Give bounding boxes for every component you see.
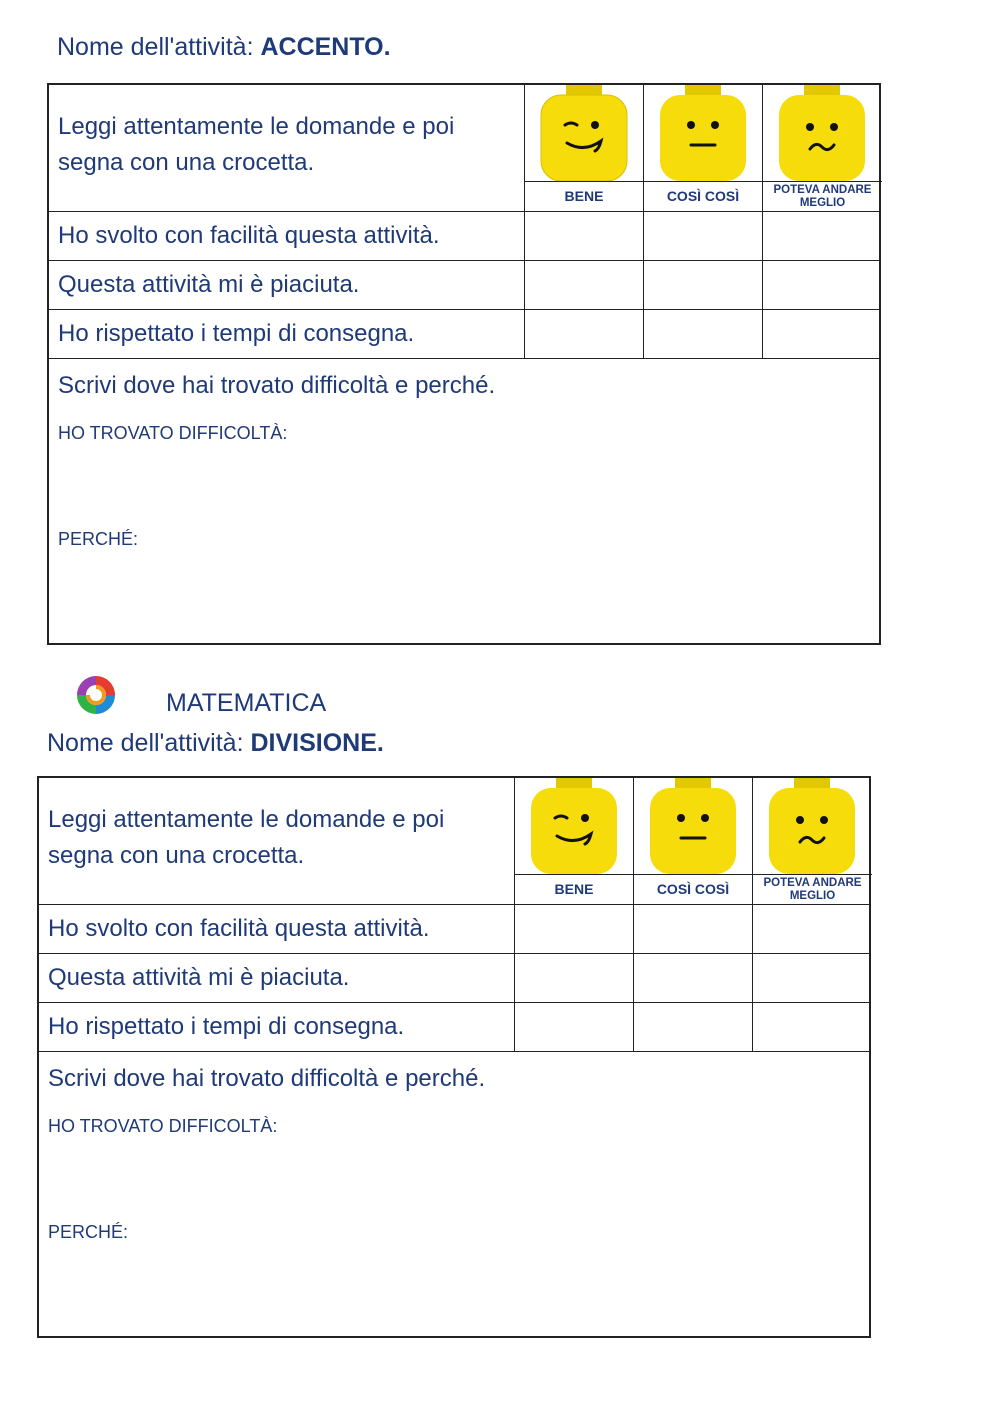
checkbox-cell-good[interactable]	[525, 310, 644, 358]
question-row	[49, 261, 879, 310]
checkbox-cell-so-so[interactable]	[634, 905, 753, 953]
header-row	[39, 778, 869, 905]
evaluation-table-2	[37, 776, 871, 1338]
instruction-line1: Leggi attentamente le domande e poi	[48, 806, 445, 833]
header-row	[49, 85, 879, 212]
rating-label-so-so: COSÌ COSÌ	[666, 188, 740, 204]
activity-title-1	[57, 33, 391, 62]
checkbox-cell-could-be-better[interactable]	[763, 212, 882, 260]
checkbox-cell-so-so[interactable]	[644, 212, 763, 260]
checkbox-cell-so-so[interactable]	[634, 954, 753, 1002]
instruction-line2: segna con una crocetta.	[58, 149, 315, 176]
difficulty-label: HO TROVATO DIFFICOLTÀ:	[48, 1116, 278, 1136]
checkbox-cell-could-be-better[interactable]	[753, 905, 872, 953]
rating-header-so-so	[644, 85, 763, 211]
checkbox-cell-good[interactable]	[525, 212, 644, 260]
activity-label: Nome dell'attività:	[47, 729, 251, 757]
question-row	[39, 905, 869, 954]
question-text: Ho svolto con facilità questa attività.	[49, 212, 525, 260]
rating-label-could-be-better: POTEVA ANDARE MEGLIO	[773, 183, 872, 209]
subject-title: MATEMATICA	[166, 689, 327, 717]
question-text: Ho svolto con facilità questa attività.	[39, 905, 515, 953]
instruction-cell	[39, 778, 515, 904]
rating-label-could-be-better: POTEVA ANDARE MEGLIO	[763, 876, 862, 902]
why-label: PERCHÉ:	[48, 1222, 129, 1242]
checkbox-cell-so-so[interactable]	[634, 1003, 753, 1051]
question-text: Ho rispettato i tempi di consegna.	[39, 1003, 515, 1051]
instruction-line2: segna con una crocetta.	[48, 842, 305, 869]
rating-label-so-so: COSÌ COSÌ	[656, 881, 730, 897]
rating-header-could-be-better	[753, 778, 872, 904]
checkbox-cell-could-be-better[interactable]	[763, 261, 882, 309]
face-neutral-icon	[648, 778, 738, 875]
activity-label: Nome dell'attività:	[57, 33, 261, 61]
rating-header-good	[525, 85, 644, 211]
rating-header-so-so	[634, 778, 753, 904]
checkbox-cell-good[interactable]	[515, 1003, 634, 1051]
checkbox-cell-could-be-better[interactable]	[763, 310, 882, 358]
checkbox-cell-good[interactable]	[515, 954, 634, 1002]
activity-name: DIVISIONE.	[250, 729, 384, 757]
open-prompt: Scrivi dove hai trovato difficoltà e perché.	[48, 1065, 486, 1092]
rating-header-could-be-better	[763, 85, 882, 211]
why-label: PERCHÉ:	[58, 529, 139, 549]
face-neutral-icon	[658, 85, 748, 182]
question-row	[39, 954, 869, 1003]
question-text: Ho rispettato i tempi di consegna.	[49, 310, 525, 358]
rating-label-good: BENE	[554, 881, 594, 897]
question-row	[49, 310, 879, 359]
activity-name: ACCENTO.	[260, 33, 391, 61]
checkbox-cell-good[interactable]	[525, 261, 644, 309]
question-row	[39, 1003, 869, 1052]
face-wavy-icon	[777, 85, 867, 182]
checkbox-cell-so-so[interactable]	[644, 261, 763, 309]
rating-header-good	[515, 778, 634, 904]
difficulty-label: HO TROVATO DIFFICOLTÀ:	[58, 423, 288, 443]
face-wavy-icon	[767, 778, 857, 875]
spiral-logo-icon	[76, 675, 116, 715]
checkbox-cell-good[interactable]	[515, 905, 634, 953]
open-answer-area[interactable]	[39, 1051, 869, 1336]
checkbox-cell-so-so[interactable]	[644, 310, 763, 358]
evaluation-table-1	[47, 83, 881, 645]
question-text: Questa attività mi è piaciuta.	[49, 261, 525, 309]
open-prompt: Scrivi dove hai trovato difficoltà e perché.	[58, 372, 496, 399]
question-row	[49, 212, 879, 261]
rating-label-good: BENE	[564, 188, 604, 204]
face-wink-icon	[529, 778, 619, 875]
question-text: Questa attività mi è piaciuta.	[39, 954, 515, 1002]
face-wink-icon	[539, 85, 629, 182]
instruction-cell	[49, 85, 525, 211]
instruction-line1: Leggi attentamente le domande e poi	[58, 113, 455, 140]
checkbox-cell-could-be-better[interactable]	[753, 1003, 872, 1051]
open-answer-area[interactable]	[49, 358, 879, 643]
activity-title-2	[47, 729, 384, 758]
checkbox-cell-could-be-better[interactable]	[753, 954, 872, 1002]
